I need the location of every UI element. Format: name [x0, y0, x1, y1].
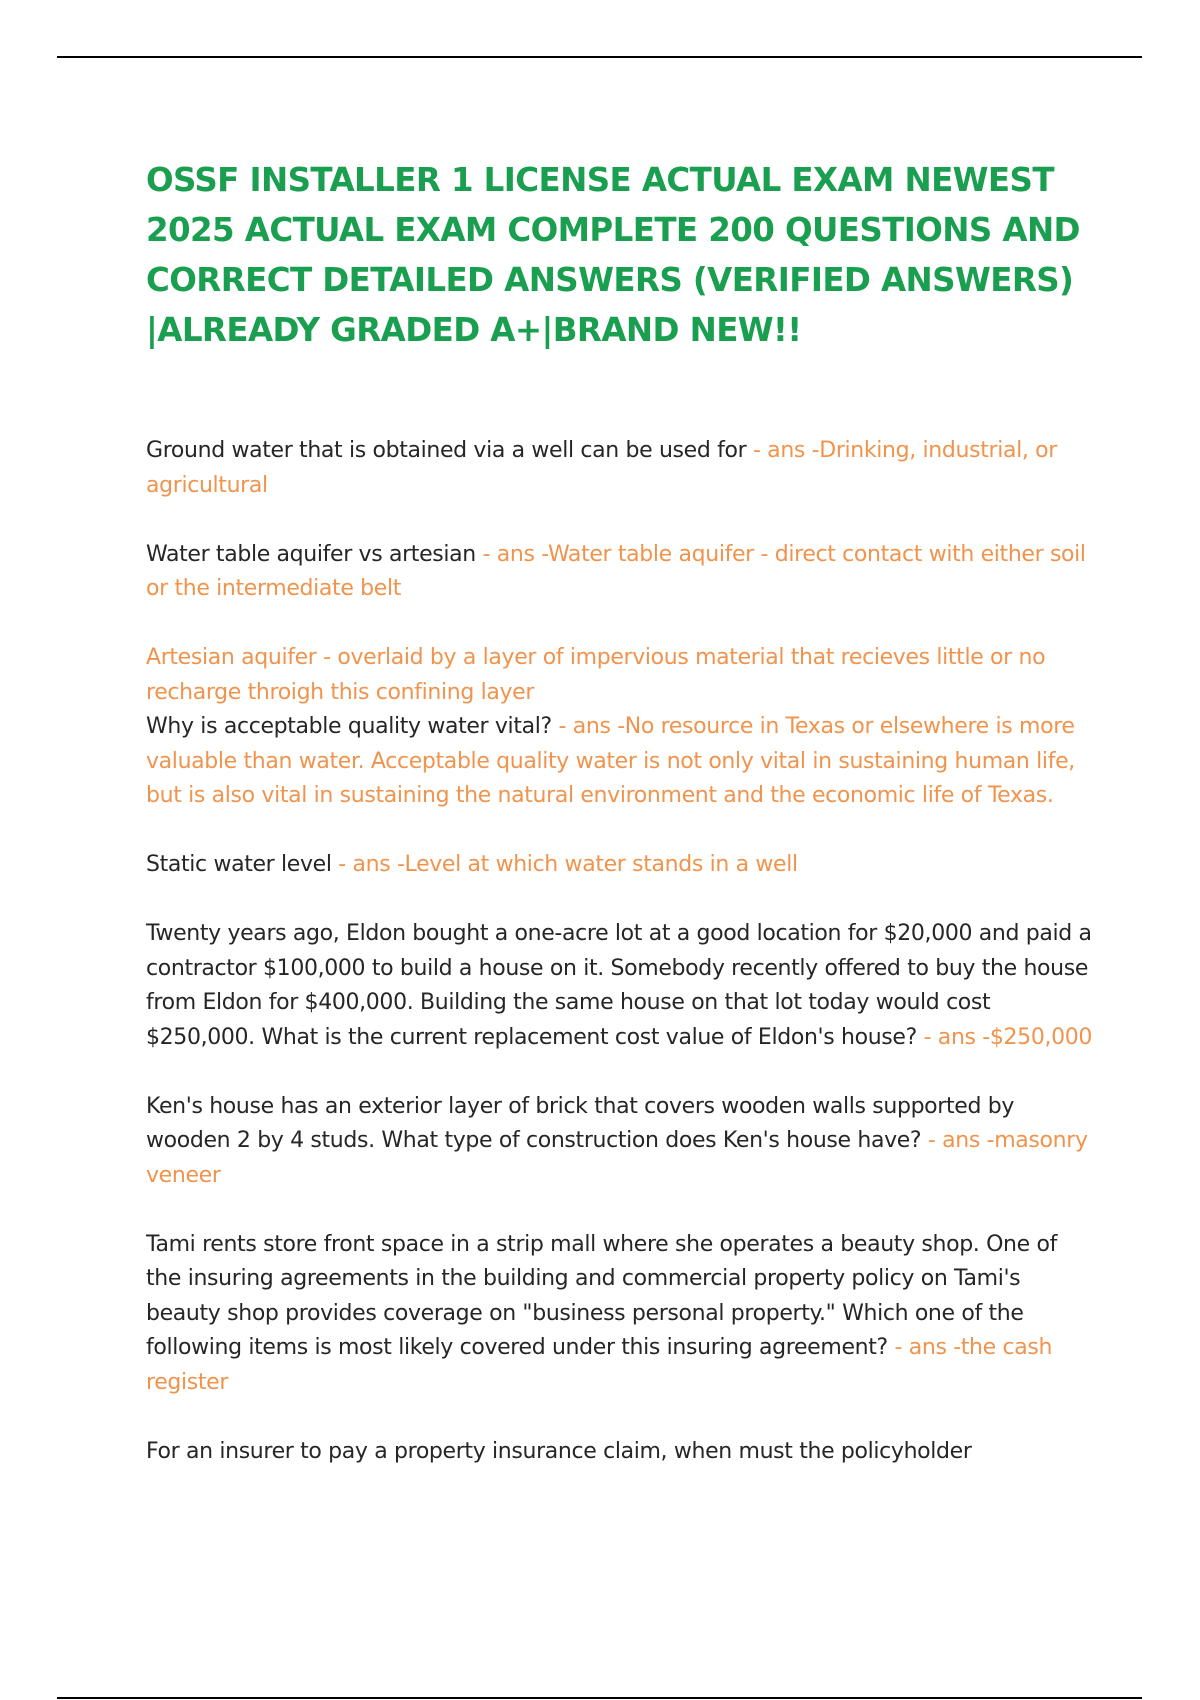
question-text: Tami rents store front space in a strip mall where she operates a beauty shop. One of the insuring agreements in the building and commercial property policy on Tami's beauty shop provides coverage on "business personal property." Which one of the following items is most likely covered under this insuring agreement?: [146, 1231, 1057, 1360]
question-text: Water table aquifer vs artesian: [146, 541, 476, 567]
answer-text: - ans -$250,000: [923, 1024, 1093, 1050]
answer-text: - ans -masonry veneer: [146, 1128, 1088, 1188]
answer-text: - ans -Water table aquifer - direct contact with either soil or the intermediate belt: [146, 541, 1086, 601]
answer-continuation: Artesian aquifer - overlaid by a layer of impervious material that recieves little or no recharge throigh this confining layer: [146, 645, 1046, 705]
question-text: Ken's house has an exterior layer of brick that covers wooden walls supported by wooden 2 by 4 studs. What type of construction does Ken's house have?: [146, 1093, 1014, 1153]
document-header: [146, 155, 1096, 355]
answer-text: - ans -Level at which water stands in a well: [338, 852, 798, 877]
qa-entry: [146, 1228, 1096, 1401]
answer-text: - ans -No resource in Texas or elsewhere is more valuable than water. Acceptable quality water is not only vital in sustaining human life, but is also vital in sustaining the natural environment and the economic life of Texas.: [146, 714, 1075, 808]
answer-text: - ans -Drinking, industrial, or agricultural: [146, 438, 1057, 498]
question-text: Twenty years ago, Eldon bought a one-acre lot at a good location for $20,000 and paid a contractor $100,000 to build a house on it. Somebody recently offered to buy the house from Eldon for $400,000. Building the same house on that lot today would cost $250,000. What is the current replacement cost value of Eldon's house?: [146, 921, 1092, 1050]
top-rule: [57, 56, 1142, 58]
qa-list: [146, 434, 1096, 1469]
question-text: Why is acceptable quality water vital?: [146, 714, 552, 739]
qa-entry: [146, 917, 1096, 1055]
qa-entry: [146, 710, 1096, 814]
qa-entry: [146, 434, 1096, 503]
question-text: For an insurer to pay a property insurance claim, when must the policyholder: [146, 1438, 972, 1464]
qa-entry: [146, 848, 1096, 883]
document-title: OSSF INSTALLER 1 LICENSE ACTUAL EXAM NEWEST 2025 ACTUAL EXAM COMPLETE 200 QUESTIONS AND CORRECT DETAILED ANSWERS (VERIFIED ANSWERS) |ALREADY GRADED A+|BRAND NEW!!: [146, 161, 1080, 349]
qa-entry: [146, 538, 1096, 607]
qa-entry: [146, 1435, 1096, 1470]
bottom-rule: [57, 1697, 1142, 1699]
qa-entry: [146, 1090, 1096, 1194]
answer-text: - ans -the cash register: [146, 1335, 1053, 1395]
question-text: Static water level: [146, 852, 332, 877]
question-text: Ground water that is obtained via a well can be used for: [146, 438, 747, 463]
